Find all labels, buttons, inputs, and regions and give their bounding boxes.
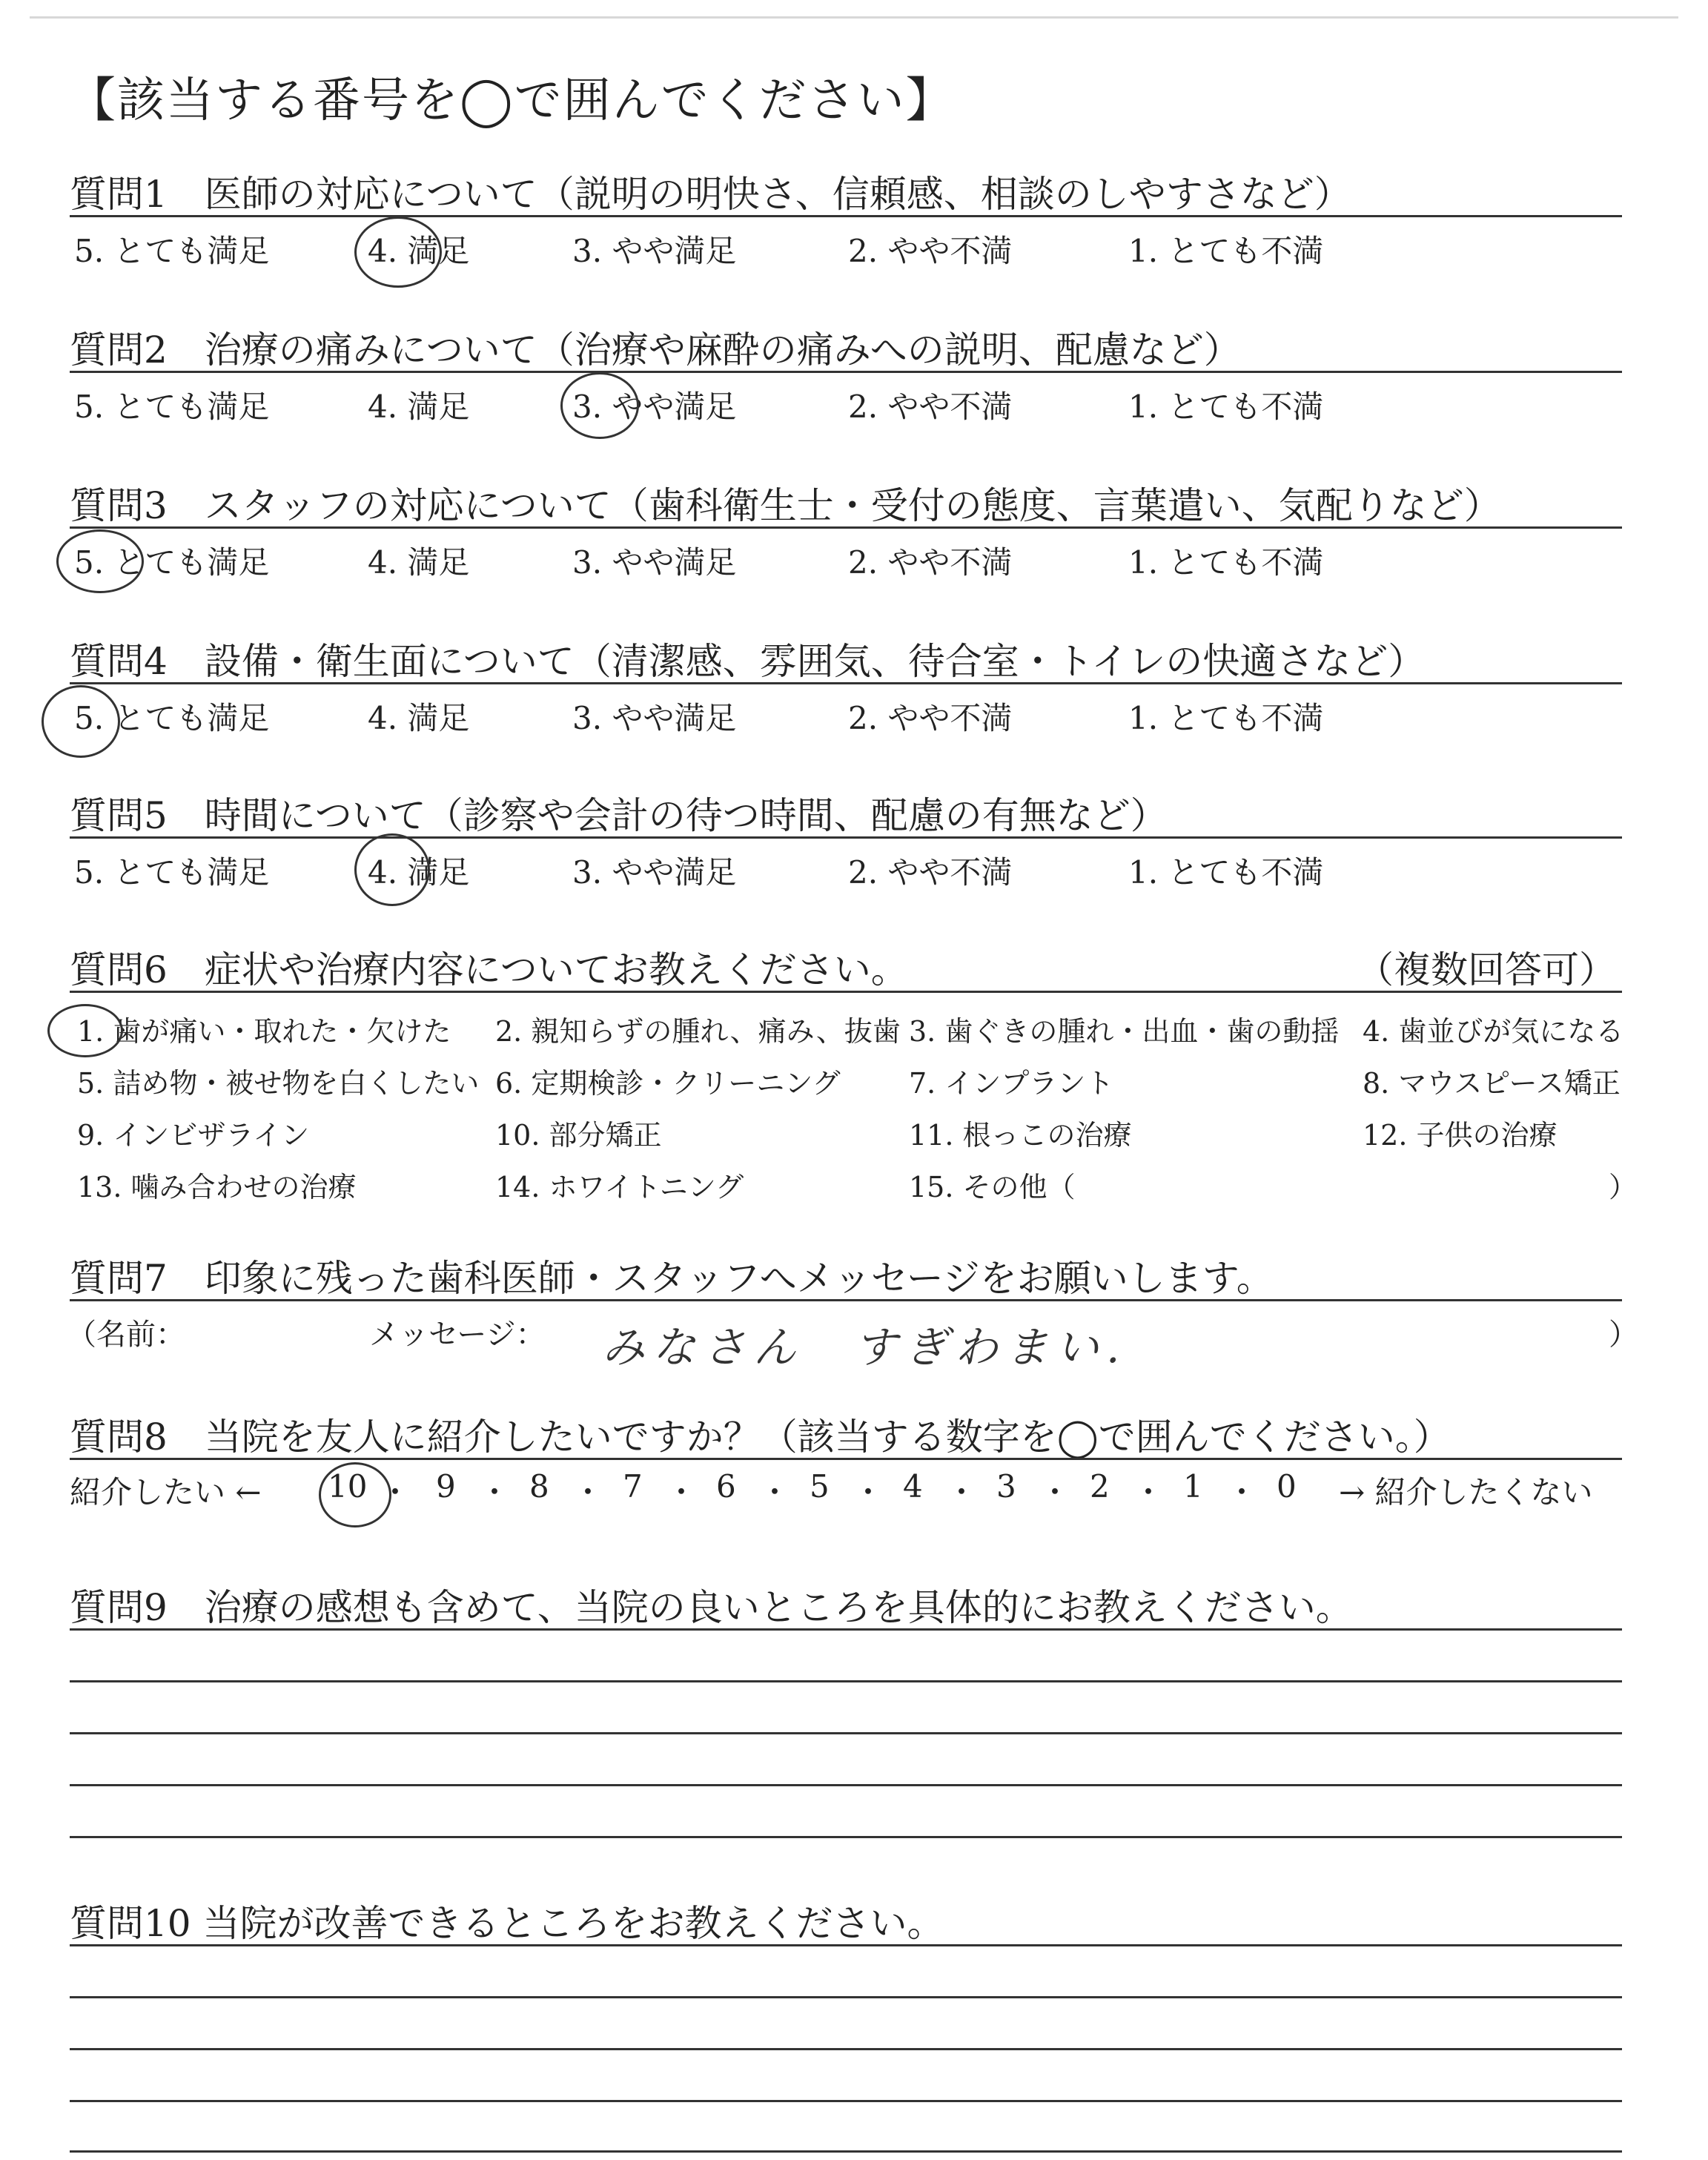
question-2: 質問2 治療の痛みについて（治療や麻酔の痛みへの説明、配慮など） xyxy=(70,328,1241,371)
q8-dot: ・ xyxy=(666,1474,698,1510)
q8-number-10[interactable]: 10 xyxy=(328,1468,368,1505)
question-5-rule xyxy=(70,836,1622,839)
question-5: 質問5 時間について（診察や会計の待つ時間、配慮の有無など） xyxy=(70,794,1168,837)
q6-option-11[interactable]: 11. 根っこの治療 xyxy=(909,1119,1132,1152)
question-4: 質問4 設備・衛生面について（清潔感、雰囲気、待合室・トイレの快適さなど） xyxy=(70,640,1426,683)
q9-answer-line[interactable] xyxy=(70,1628,1622,1631)
question-10: 質問10 当院が改善できるところをお教えください。 xyxy=(70,1902,944,1945)
q1-selected-circle xyxy=(354,217,442,288)
q1-option-3[interactable]: 3. やや満足 xyxy=(572,233,737,269)
q6-option-9[interactable]: 9. インビザライン xyxy=(77,1119,310,1152)
q4-option-2[interactable]: 2. やや不満 xyxy=(848,700,1013,736)
q5-option-5[interactable]: 5. とても満足 xyxy=(74,854,270,891)
q4-selected-circle xyxy=(42,685,120,758)
q6-option-10[interactable]: 10. 部分矯正 xyxy=(495,1119,662,1152)
q4-option-3[interactable]: 3. やや満足 xyxy=(572,700,737,736)
q8-dot: ・ xyxy=(479,1474,511,1510)
question-4-rule xyxy=(70,682,1622,684)
q2-option-3[interactable]: 3. やや満足 xyxy=(572,389,737,425)
q8-number-0[interactable]: 0 xyxy=(1277,1468,1297,1505)
q10-answer-line[interactable] xyxy=(70,2048,1622,2050)
q3-option-1[interactable]: 1. とても不満 xyxy=(1128,544,1324,581)
q2-option-2[interactable]: 2. やや不満 xyxy=(848,389,1013,425)
q2-option-5[interactable]: 5. とても満足 xyxy=(74,389,270,425)
q8-left-label: 紹介したい ← xyxy=(70,1474,262,1510)
q8-dot: ・ xyxy=(380,1474,411,1510)
q8-dot: ・ xyxy=(1133,1474,1165,1510)
q10-answer-line[interactable] xyxy=(70,1944,1622,1946)
q6-option-1[interactable]: 1. 歯が痛い・取れた・欠けた xyxy=(77,1015,451,1048)
q8-number-4[interactable]: 4 xyxy=(903,1468,923,1505)
q6-option-8[interactable]: 8. マウスピース矯正 xyxy=(1363,1067,1621,1100)
q7-message-label: メッセージ： xyxy=(369,1318,546,1352)
q3-option-3[interactable]: 3. やや満足 xyxy=(572,544,737,581)
question-1: 質問1 医師の対応について（説明の明快さ、信頼感、相談のしやすさなど） xyxy=(70,173,1351,216)
question-3: 質問3 スタッフの対応について（歯科衛生士・受付の態度、言葉遣い、気配りなど） xyxy=(70,484,1501,527)
q6-option-5[interactable]: 5. 詰め物・被せ物を白くしたい xyxy=(77,1067,480,1100)
q6-option-15[interactable]: 15. その他（ xyxy=(909,1171,1076,1203)
q6-option-3[interactable]: 3. 歯ぐきの腫れ・出血・歯の動揺 xyxy=(909,1015,1340,1048)
q6-option-4[interactable]: 4. 歯並びが気になる xyxy=(1363,1015,1624,1048)
q8-dot: ・ xyxy=(946,1474,978,1510)
q6-option-15-close: ） xyxy=(1609,1171,1638,1203)
q8-dot: ・ xyxy=(853,1474,884,1510)
q8-right-label: → 紹介したくない xyxy=(1339,1474,1593,1510)
q4-option-1[interactable]: 1. とても不満 xyxy=(1128,700,1324,736)
q8-number-2[interactable]: 2 xyxy=(1090,1468,1110,1505)
q3-selected-circle xyxy=(56,529,144,593)
q6-option-12[interactable]: 12. 子供の治療 xyxy=(1363,1119,1558,1152)
q8-dot: ・ xyxy=(759,1474,791,1510)
q9-answer-line[interactable] xyxy=(70,1680,1622,1682)
q7-close-paren: ） xyxy=(1609,1318,1638,1352)
q6-option-14[interactable]: 14. ホワイトニング xyxy=(495,1171,744,1203)
q8-number-1[interactable]: 1 xyxy=(1183,1468,1203,1505)
q1-option-2[interactable]: 2. やや不満 xyxy=(848,233,1013,269)
q7-handwritten-message[interactable]: みなさん すぎわまい. xyxy=(602,1322,1128,1373)
q8-selected-circle xyxy=(319,1462,391,1527)
q8-dot: ・ xyxy=(572,1474,604,1510)
q5-selected-circle xyxy=(354,833,430,906)
q5-option-3[interactable]: 3. やや満足 xyxy=(572,854,737,891)
q4-option-4[interactable]: 4. 満足 xyxy=(368,700,470,736)
q9-answer-line[interactable] xyxy=(70,1784,1622,1786)
question-2-rule xyxy=(70,371,1622,373)
q6-selected-circle xyxy=(47,1004,123,1057)
question-6-note: （複数回答可） xyxy=(1357,948,1616,991)
q4-option-5[interactable]: 5. とても満足 xyxy=(74,700,270,736)
q3-option-5[interactable]: 5. とても満足 xyxy=(74,544,270,581)
q8-number-6[interactable]: 6 xyxy=(716,1468,736,1505)
question-7-rule xyxy=(70,1299,1622,1301)
q9-answer-line[interactable] xyxy=(70,1836,1622,1838)
q1-option-5[interactable]: 5. とても満足 xyxy=(74,233,270,269)
q10-answer-line[interactable] xyxy=(70,1996,1622,1998)
q8-number-9[interactable]: 9 xyxy=(436,1468,456,1505)
q8-scale xyxy=(70,1468,1626,1513)
q3-option-2[interactable]: 2. やや不満 xyxy=(848,544,1013,581)
q6-option-7[interactable]: 7. インプラント xyxy=(909,1067,1114,1100)
q2-option-4[interactable]: 4. 満足 xyxy=(368,389,470,425)
q8-number-5[interactable]: 5 xyxy=(810,1468,830,1505)
q8-number-7[interactable]: 7 xyxy=(623,1468,643,1505)
q2-selected-circle xyxy=(560,372,639,439)
q8-dot: ・ xyxy=(1226,1474,1258,1510)
q7-name-label: （名前： xyxy=(67,1318,185,1352)
q3-option-4[interactable]: 4. 満足 xyxy=(368,544,470,581)
q1-option-4[interactable]: 4. 満足 xyxy=(368,233,470,269)
q6-option-6[interactable]: 6. 定期検診・クリーニング xyxy=(495,1067,841,1100)
q5-option-1[interactable]: 1. とても不満 xyxy=(1128,854,1324,891)
q10-answer-line[interactable] xyxy=(70,2150,1622,2153)
q6-option-13[interactable]: 13. 噛み合わせの治療 xyxy=(77,1171,357,1203)
top-border xyxy=(30,16,1678,19)
question-8: 質問8 当院を友人に紹介したいですか？（該当する数字を◯で囲んでください。） xyxy=(70,1416,1451,1459)
question-9: 質問9 治療の感想も含めて、当院の良いところを具体的にお教えください。 xyxy=(70,1586,1353,1629)
q8-number-3[interactable]: 3 xyxy=(996,1468,1016,1505)
question-6: 質問6 症状や治療内容についてお教えください。 xyxy=(70,948,908,991)
question-6-rule xyxy=(70,991,1622,993)
q9-answer-line[interactable] xyxy=(70,1732,1622,1734)
q6-option-2[interactable]: 2. 親知らずの腫れ、痛み、抜歯 xyxy=(495,1015,901,1048)
q1-option-1[interactable]: 1. とても不満 xyxy=(1128,233,1324,269)
q2-option-1[interactable]: 1. とても不満 xyxy=(1128,389,1324,425)
question-8-rule xyxy=(70,1458,1622,1460)
q8-number-8[interactable]: 8 xyxy=(529,1468,549,1505)
question-7: 質問7 印象に残った歯科医師・スタッフへメッセージをお願いします。 xyxy=(70,1257,1274,1300)
question-3-rule xyxy=(70,526,1622,529)
question-1-rule xyxy=(70,215,1622,217)
q5-option-2[interactable]: 2. やや不満 xyxy=(848,854,1013,891)
form-instruction-title: 【該当する番号を◯で囲んでください】 xyxy=(68,73,955,128)
q10-answer-line[interactable] xyxy=(70,2100,1622,2102)
q8-dot: ・ xyxy=(1039,1474,1071,1510)
q5-option-4[interactable]: 4. 満足 xyxy=(368,854,470,891)
